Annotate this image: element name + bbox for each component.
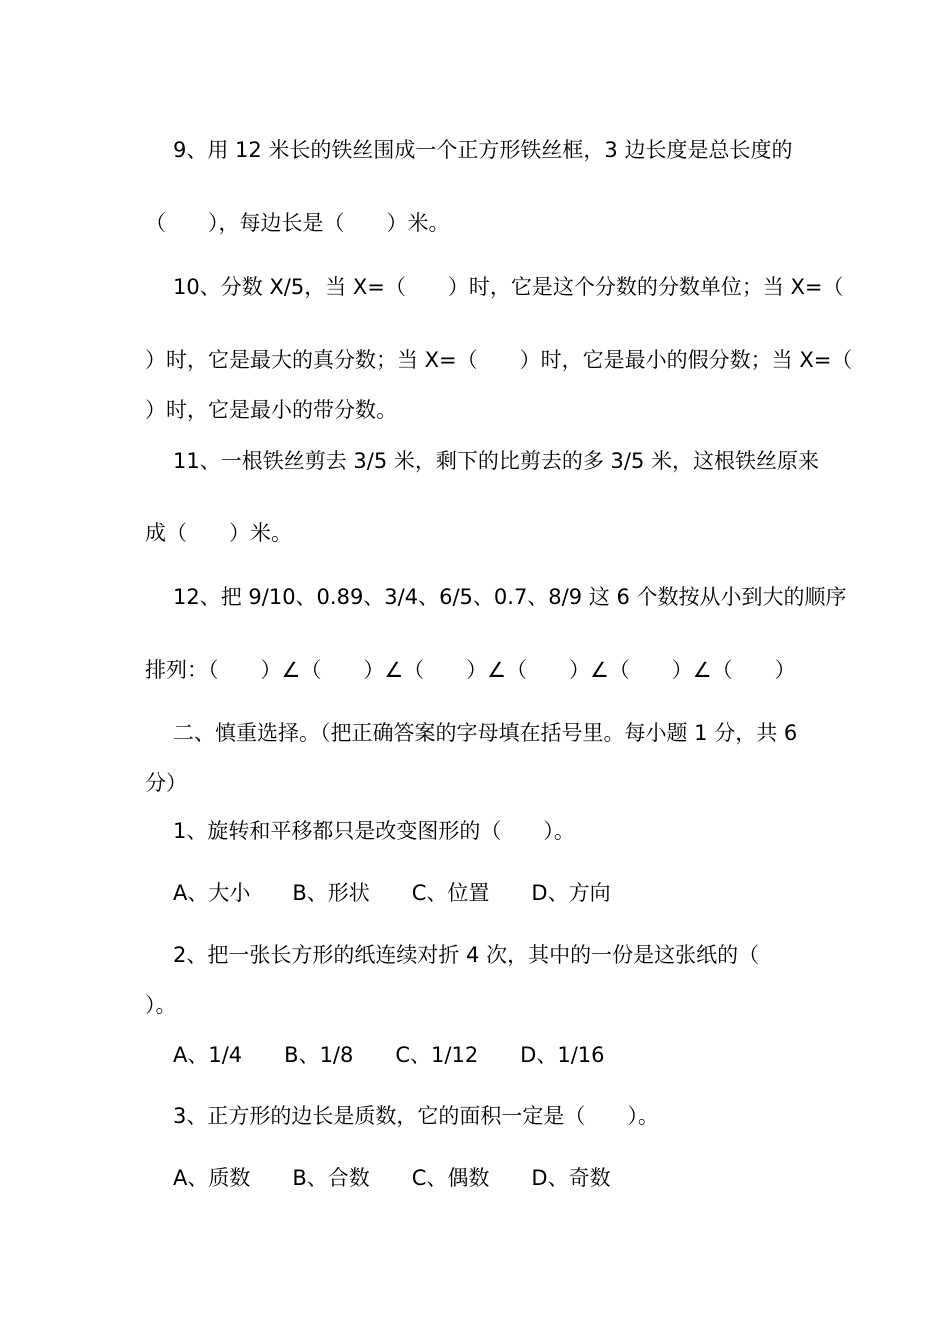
choice-q3-options: A、质数 B、合数 C、偶数 D、奇数 bbox=[173, 1166, 611, 1190]
q11-line-1: 11、一根铁丝剪去 3/5 米，剩下的比剪去的多 3/5 米，这根铁丝原来 bbox=[173, 449, 820, 473]
q11-line-2: 成（ ）米。 bbox=[145, 521, 292, 545]
q12-line-1: 12、把 9/10、0.89、3/4、6/5、0.7、8/9 这 6 个数按从小到大的顺序 bbox=[173, 585, 847, 609]
choice-q2-options: A、1/4 B、1/8 C、1/12 D、1/16 bbox=[173, 1043, 605, 1067]
q9-line-1: 9、用 12 米长的铁丝围成一个正方形铁丝框，3 边长度是总长度的 bbox=[173, 138, 793, 162]
q9-line-2: （ ），每边长是（ ）米。 bbox=[145, 211, 450, 235]
choice-q1-options: A、大小 B、形状 C、位置 D、方向 bbox=[173, 881, 611, 905]
q10-line-2: ）时，它是最大的真分数；当 X=（ ）时，它是最小的假分数；当 X=（ bbox=[145, 348, 853, 372]
choice-q1-stem: 1、旋转和平移都只是改变图形的（ ）。 bbox=[173, 819, 575, 843]
choice-q2-stem-line-2: ）。 bbox=[145, 993, 177, 1017]
q10-line-3: ）时，它是最小的带分数。 bbox=[145, 398, 397, 422]
section2-heading-line-1: 二、慎重选择。（把正确答案的字母填在括号里。每小题 1 分，共 6 bbox=[173, 721, 798, 745]
choice-q3-stem: 3、正方形的边长是质数，它的面积一定是（ ）。 bbox=[173, 1104, 659, 1128]
q12-line-2: 排列：（ ）∠（ ）∠（ ）∠（ ）∠（ ）∠（ ） bbox=[145, 658, 796, 682]
q10-line-1: 10、分数 X/5，当 X=（ ）时，它是这个分数的分数单位；当 X=（ bbox=[173, 275, 844, 299]
section2-heading-line-2: 分） bbox=[145, 771, 187, 795]
choice-q2-stem-line-1: 2、把一张长方形的纸连续对折 4 次，其中的一份是这张纸的（ bbox=[173, 943, 760, 967]
